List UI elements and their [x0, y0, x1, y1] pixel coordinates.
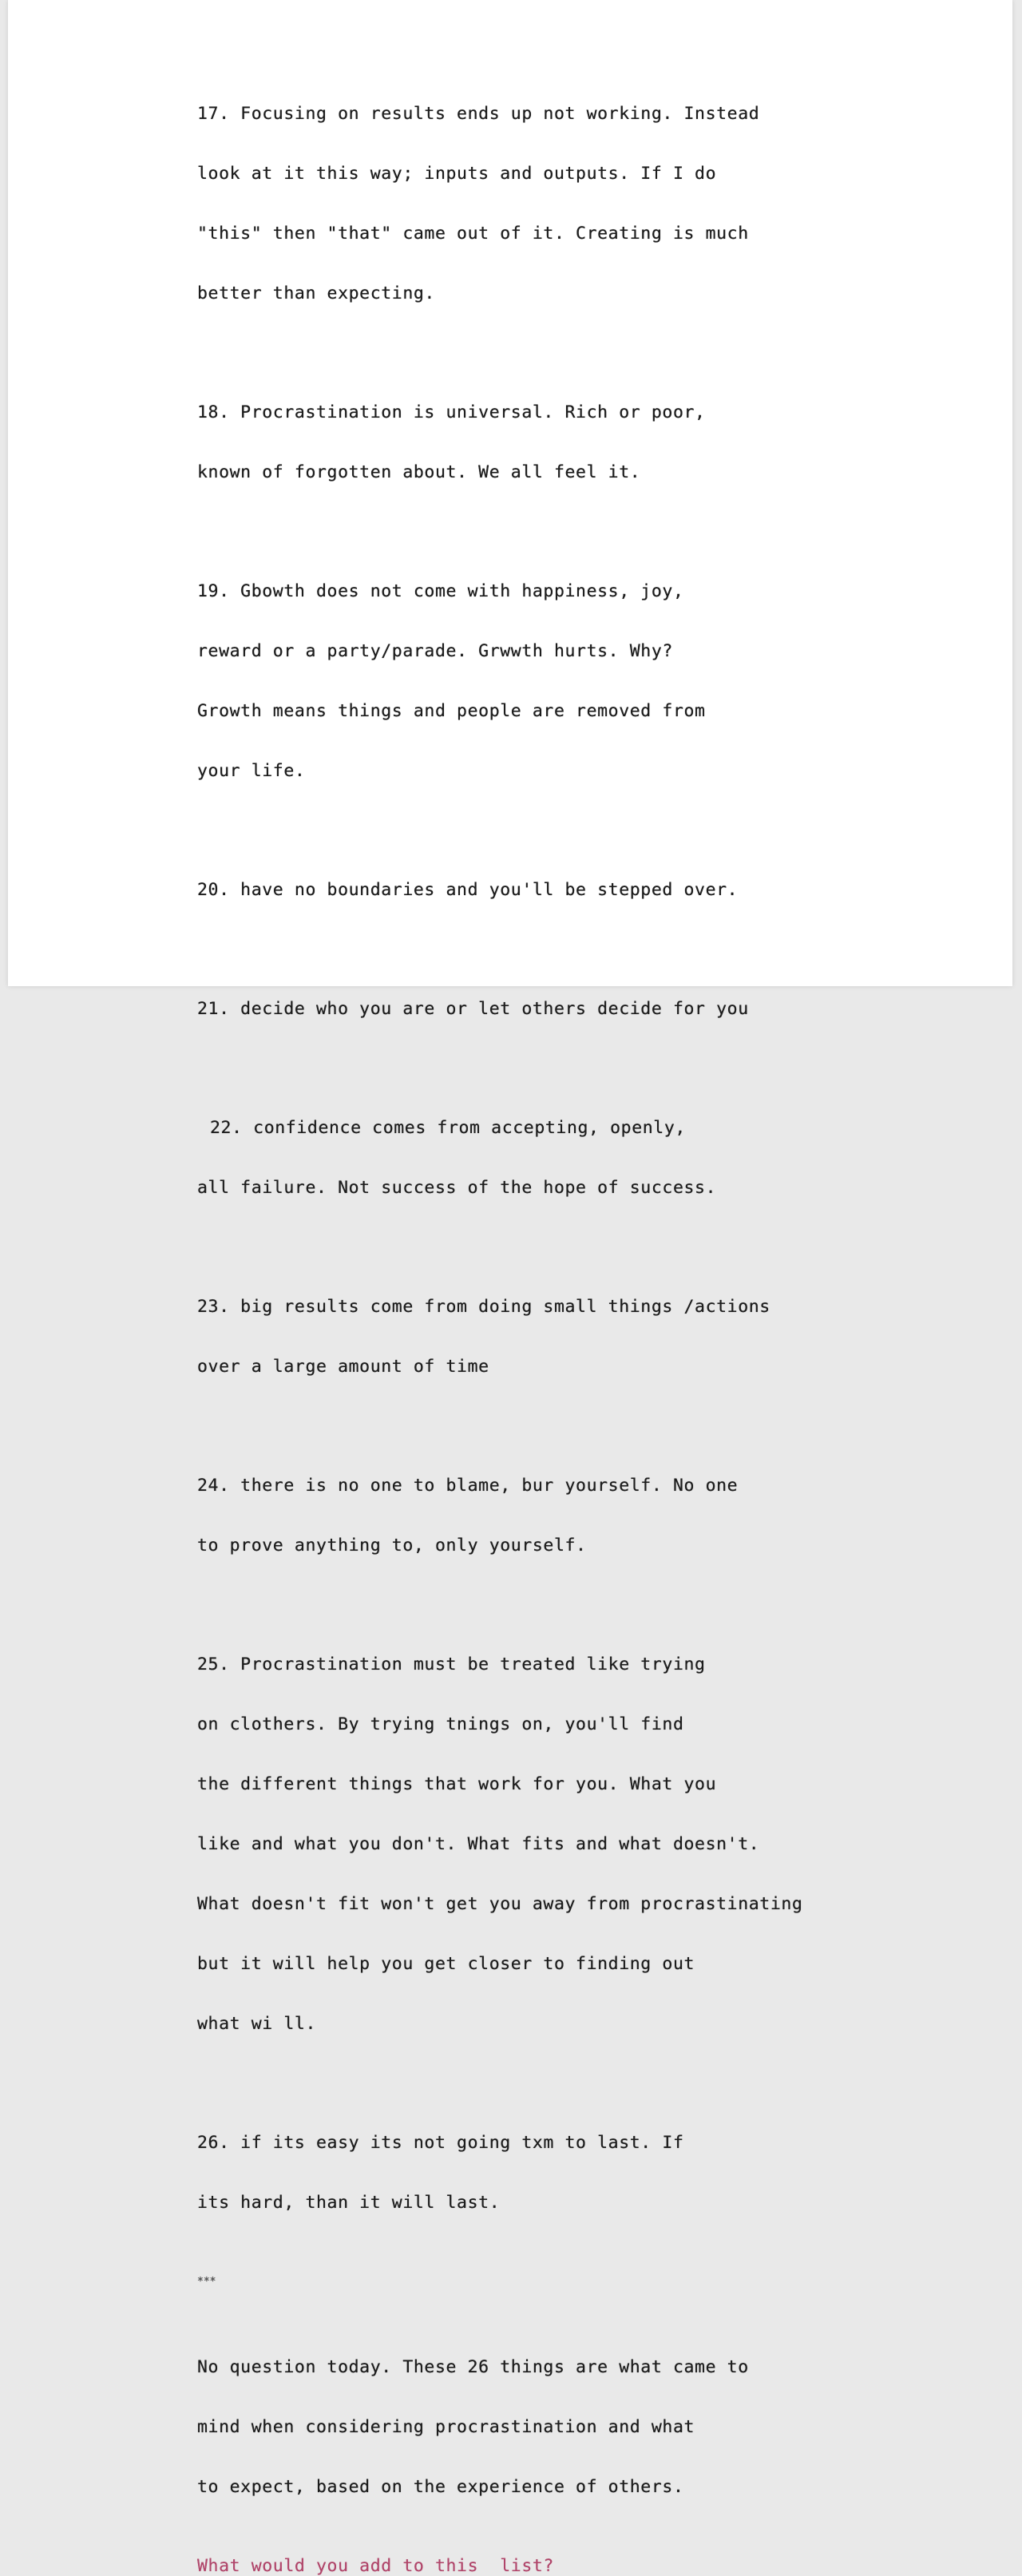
text-line: what wi ll.: [197, 2014, 316, 2034]
closing-paragraph: [197, 2317, 916, 2537]
list-item-21: [197, 959, 916, 1059]
text-line: better than expecting.: [197, 283, 435, 303]
text-line: its hard, than it will last.: [197, 2193, 501, 2213]
text-line: 26. if its easy its not going txm to last. If: [197, 2133, 684, 2153]
text-line: 17. Focusing on results ends up not working. Instead: [197, 104, 760, 124]
text-line: 25. Procrastination must be treated like trying: [197, 1655, 706, 1674]
text-line: look at it this way; inputs and outputs. If I do: [197, 164, 717, 184]
text-line: to prove anything to, only yourself.: [197, 1536, 587, 1556]
closing-question: What would you add to this list?: [197, 2556, 554, 2576]
text-line: reward or a party/parade. Grwwth hurts. Why?: [197, 641, 673, 661]
list-item-25: [197, 1615, 916, 2074]
list-item-19: [197, 541, 916, 821]
text-line: mind when considering procrastination and what: [197, 2417, 695, 2437]
section-separator: ***: [197, 2276, 216, 2288]
list-item-17: [197, 64, 916, 343]
text-line: 18. Procrastination is universal. Rich or poor,: [197, 402, 706, 422]
text-line: your life.: [197, 761, 306, 781]
text-line: What doesn't fit won't get you away from procrastinating: [197, 1894, 803, 1914]
typed-text: [197, 64, 916, 2576]
text-line: to expect, based on the experience of others.: [197, 2477, 684, 2497]
text-line: but it will help you get closer to finding out: [197, 1954, 695, 1974]
text-line: 23. big results come from doing small things /actions: [197, 1297, 770, 1317]
text-line: the different things that work for you. What you: [197, 1774, 717, 1794]
text-line: 19. Gbowth does not come with happiness, joy,: [197, 581, 684, 601]
text-line: "this" then "that" came out of it. Creating is much: [197, 224, 749, 244]
list-item-23: [197, 1257, 916, 1417]
text-line: known of forgotten about. We all feel it.: [197, 462, 641, 482]
text-line: all failure. Not success of the hope of success.: [197, 1178, 717, 1198]
typewritten-page: [8, 0, 1012, 2576]
text-line: 22. confidence comes from accepting, openly,: [210, 1118, 686, 1138]
text-line: 20. have no boundaries and you'll be stepped over.: [197, 880, 739, 900]
text-line: 24. there is no one to blame, bur yourself. No one: [197, 1476, 739, 1496]
text-line: like and what you don't. What fits and what doesn't.: [197, 1834, 760, 1854]
text-line: 21. decide who you are or let others decide for you: [197, 999, 749, 1019]
list-item-20: [197, 840, 916, 940]
text-line: on clothers. By trying tnings on, you'll find: [197, 1714, 684, 1734]
list-item-18: [197, 363, 916, 522]
text-line: Growth means things and people are removed from: [197, 701, 706, 721]
list-item-22: [197, 1078, 916, 1238]
list-item-26: [197, 2093, 916, 2253]
list-item-24: [197, 1436, 916, 1595]
text-line: over a large amount of time: [197, 1357, 489, 1377]
text-line: No question today. These 26 things are what came to: [197, 2357, 749, 2377]
